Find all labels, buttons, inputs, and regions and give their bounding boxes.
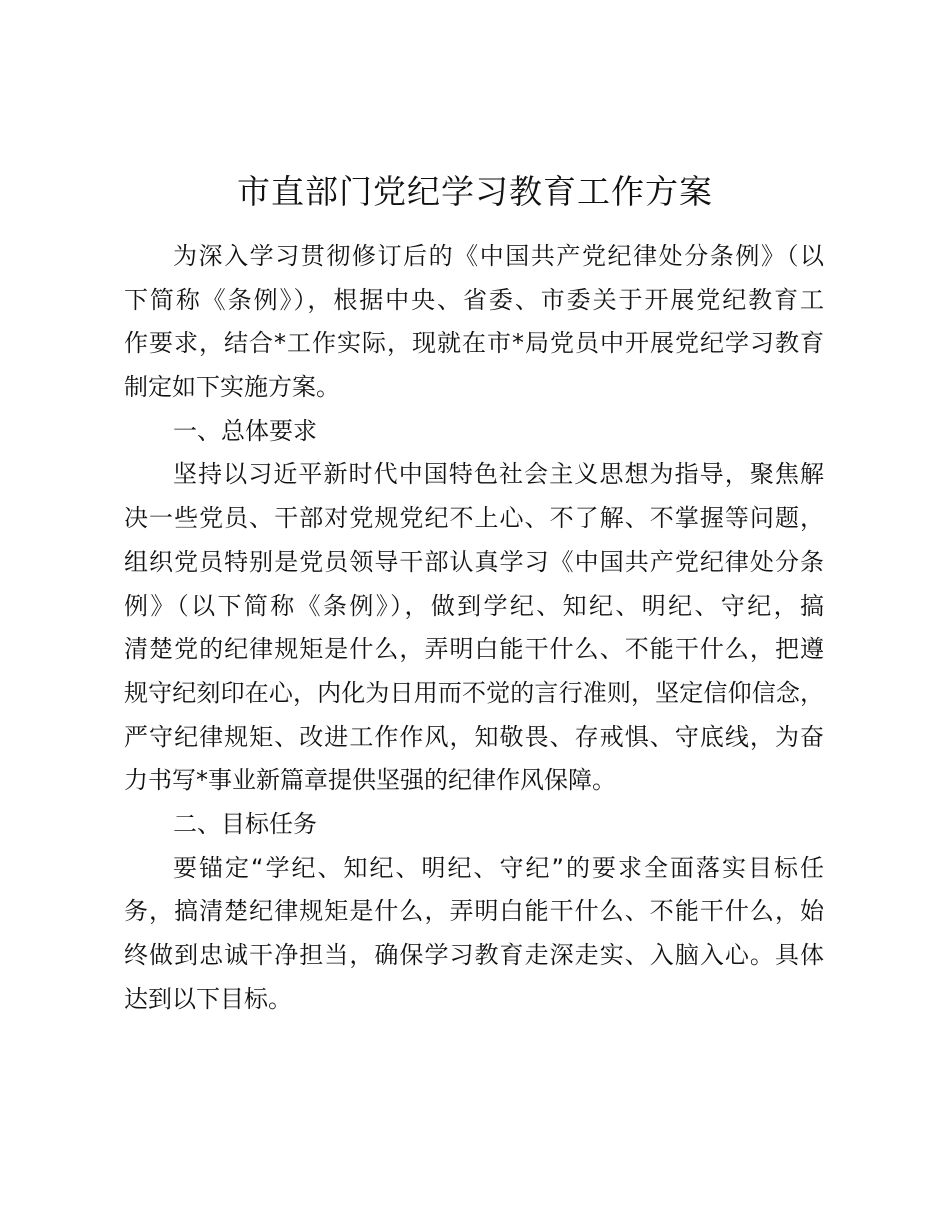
paragraph-line: 严守纪律规矩、改进工作作风，知敬畏、存戒惧、守底线，为奋 (124, 722, 824, 751)
paragraph-line: 制定如下实施方案。 (124, 373, 340, 402)
paragraph-line: 终做到忠诚干净担当，确保学习教育走深走实、入脑入心。具体 (124, 941, 824, 969)
section-heading: 一、总体要求 (173, 416, 317, 445)
paragraph-line: 达到以下目标。 (124, 984, 292, 1013)
paragraph-line: 规守纪刻印在心，内化为日用而不觉的言行准则，坚定信仰信念， (124, 678, 824, 707)
paragraph-line: 要锚定“学纪、知纪、明纪、守纪”的要求全面落实目标任 (173, 853, 824, 882)
document-title: 市直部门党纪学习教育工作方案 (237, 172, 713, 211)
paragraph-line: 决一些党员、干部对党规党纪不上心、不了解、不掌握等问题， (124, 504, 824, 533)
paragraph-line: 务，搞清楚纪律规矩是什么，弄明白能干什么、不能干什么，始 (124, 897, 824, 926)
paragraph-line: 组织党员特别是党员领导干部认真学习《中国共产党纪律处分条 (124, 547, 824, 576)
paragraph-line: 坚持以习近平新时代中国特色社会主义思想为指导，聚焦解 (173, 460, 824, 489)
paragraph-line: 作要求，结合*工作实际，现就在市*局党员中开展党纪学习教育 (124, 329, 824, 358)
paragraph-line: 例》（以下简称《条例》），做到学纪、知纪、明纪、守纪，搞 (124, 591, 824, 620)
paragraph-line: 力书写*事业新篇章提供坚强的纪律作风保障。 (124, 766, 616, 795)
paragraph-line: 为深入学习贯彻修订后的《中国共产党纪律处分条例》（以 (173, 242, 824, 270)
paragraph-line: 清楚党的纪律规矩是什么，弄明白能干什么、不能干什么，把遵 (124, 635, 824, 664)
document-body (124, 235, 824, 1021)
section-heading: 二、目标任务 (173, 809, 317, 838)
paragraph-line: 下简称《条例》），根据中央、省委、市委关于开展党纪教育工 (124, 285, 824, 314)
